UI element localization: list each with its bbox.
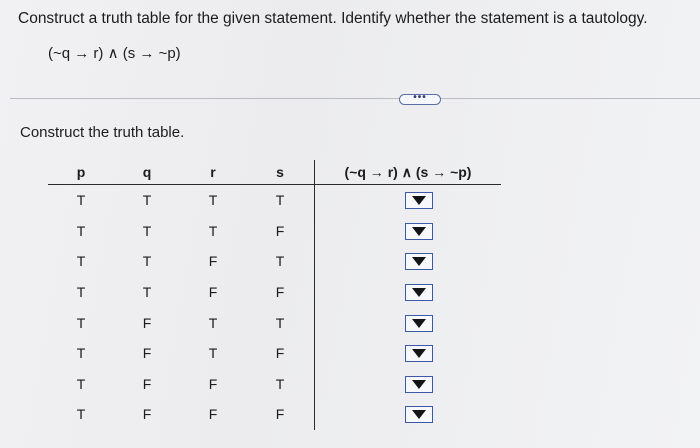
cell-p: T: [76, 284, 86, 301]
section-divider: [10, 98, 700, 99]
cell-p: T: [76, 314, 86, 331]
header-q: q: [114, 160, 180, 185]
cell-q: T: [142, 284, 152, 301]
answer-dropdown[interactable]: [405, 192, 433, 209]
cell-answer: [315, 185, 502, 216]
cell-q: F: [142, 406, 152, 423]
answer-dropdown[interactable]: [405, 406, 433, 423]
answer-dropdown[interactable]: [405, 315, 433, 332]
answer-dropdown[interactable]: [405, 345, 433, 362]
cell-answer: [315, 246, 502, 277]
table-row: [48, 216, 501, 247]
cell-s: T: [275, 314, 285, 331]
cell-s: F: [275, 345, 285, 362]
chevron-down-icon: [412, 227, 426, 236]
answer-dropdown[interactable]: [405, 223, 433, 240]
cell-q: F: [142, 345, 152, 362]
chevron-down-icon: [412, 349, 426, 358]
chevron-down-icon: [412, 288, 426, 297]
expand-more-button[interactable]: •••: [399, 94, 441, 105]
instruction-text: Construct the truth table.: [20, 124, 185, 141]
cell-q: T: [142, 253, 152, 270]
cell-q: F: [142, 314, 152, 331]
cell-s: T: [275, 253, 285, 270]
cell-s: T: [275, 375, 285, 392]
table-row: [48, 185, 501, 216]
cell-answer: [315, 277, 502, 308]
cell-r: F: [208, 284, 218, 301]
cell-p: T: [76, 375, 86, 392]
question-text: Construct a truth table for the given statement. Identify whether the statement is a tautology.: [18, 10, 648, 27]
cell-p: T: [76, 253, 86, 270]
chevron-down-icon: [412, 257, 426, 266]
cell-p: T: [76, 192, 86, 209]
logic-statement: (~q → r) ∧ (s → ~p): [48, 45, 181, 62]
cell-r: T: [208, 345, 218, 362]
answer-dropdown[interactable]: [405, 376, 433, 393]
table-row: [48, 338, 501, 369]
table-row: [48, 399, 501, 430]
header-statement: (~q → r) ∧ (s → ~p): [315, 160, 502, 185]
cell-q: T: [142, 222, 152, 239]
chevron-down-icon: [412, 410, 426, 419]
table-row: [48, 277, 501, 308]
chevron-down-icon: [412, 319, 426, 328]
cell-answer: [315, 307, 502, 338]
cell-r: T: [208, 222, 218, 239]
table-row: [48, 246, 501, 277]
header-r: r: [180, 160, 246, 185]
header-p: p: [48, 160, 114, 185]
cell-p: T: [76, 222, 86, 239]
cell-s: T: [275, 192, 285, 209]
answer-dropdown[interactable]: [405, 253, 433, 270]
cell-answer: [315, 369, 502, 400]
cell-r: F: [208, 406, 218, 423]
table-header-row: [48, 160, 501, 185]
chevron-down-icon: [412, 196, 426, 205]
header-s: s: [246, 160, 315, 185]
cell-r: F: [208, 253, 218, 270]
cell-q: T: [142, 192, 152, 209]
answer-dropdown[interactable]: [405, 284, 433, 301]
cell-r: F: [208, 375, 218, 392]
cell-answer: [315, 338, 502, 369]
cell-s: F: [275, 284, 285, 301]
cell-s: F: [275, 406, 285, 423]
cell-q: F: [142, 375, 152, 392]
truth-table: [48, 160, 501, 430]
cell-r: T: [208, 314, 218, 331]
table-row: [48, 369, 501, 400]
cell-answer: [315, 399, 502, 430]
cell-s: F: [275, 222, 285, 239]
cell-r: T: [208, 192, 218, 209]
chevron-down-icon: [412, 380, 426, 389]
cell-p: T: [76, 345, 86, 362]
cell-answer: [315, 216, 502, 247]
table-row: [48, 307, 501, 338]
cell-p: T: [76, 406, 86, 423]
